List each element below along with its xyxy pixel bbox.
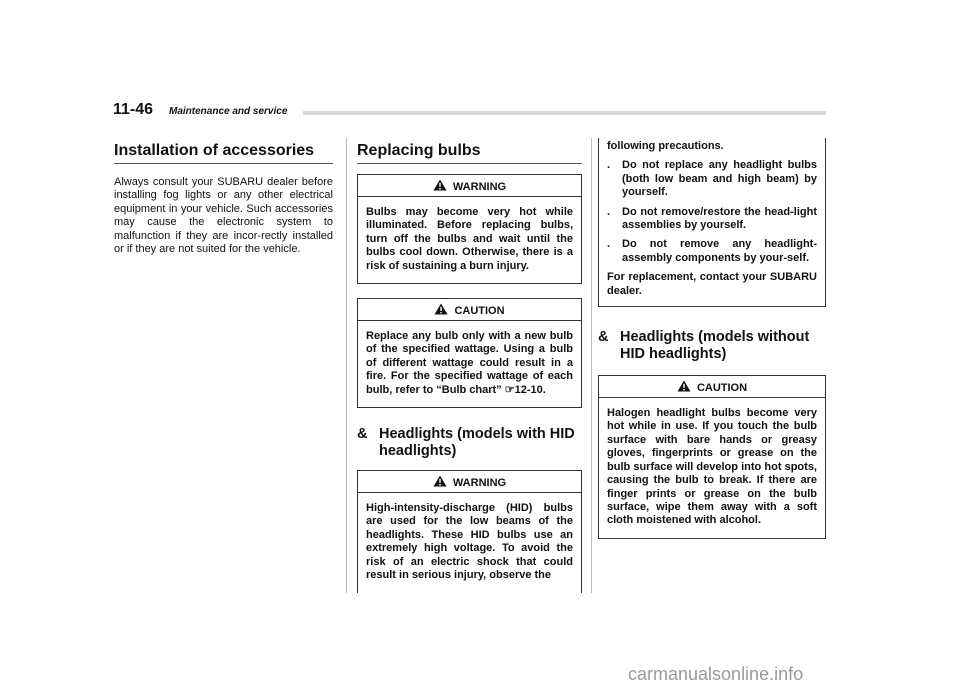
page-number: 11-46 [113, 101, 154, 118]
warning-box [357, 174, 582, 284]
caution-triangle-icon [677, 380, 691, 392]
column-divider [346, 138, 347, 593]
warning-triangle-icon [433, 475, 447, 487]
caution-header [599, 376, 825, 398]
caution-box [357, 298, 582, 408]
precaution-text: Do not remove/restore the head-light assemblies by yourself. [622, 205, 817, 232]
page-header [113, 98, 826, 122]
bullet-marker: . [607, 238, 611, 251]
precaution-text: Do not replace any headlight bulbs (both low beam and high beam) by yourself. [622, 159, 817, 199]
warning-header [358, 175, 581, 197]
bullet-marker: . [607, 205, 611, 218]
caution-triangle-icon [434, 303, 448, 315]
warning-continued-box [598, 138, 826, 307]
caution-text: Replace any bulb only with a new bulb of the specified wattage. Using a bulb of different wattage could result in a fire. For the specified wattage of each bulb, refer to “Bulb chart” ☞12-10. [366, 330, 573, 396]
precaution-item [607, 159, 817, 199]
watermark: carmanualsonline.info [628, 664, 804, 684]
warning-header [358, 471, 581, 493]
caution-label: CAUTION [454, 305, 505, 318]
precaution-item [607, 238, 817, 265]
right-column [598, 138, 826, 539]
warning-label: WARNING [452, 181, 507, 193]
caution-box-halogen [598, 375, 826, 539]
subheading-non-hid-headlights [598, 329, 826, 363]
bullet-marker: . [607, 159, 611, 172]
middle-column [357, 138, 582, 593]
accessories-paragraph: Always consult your SUBARU dealer before installing fog lights or any other electrical equipment in your vehicle. Such accessories may cause the electronic system to malfunction if they are incor-rectly installed or if they are not suited for the vehicle. [114, 176, 333, 256]
warning-text: Bulbs may become very hot while illuminated. Before replacing bulbs, turn off the bulbs and wait until the bulbs cool down. Otherwise, there is a risk of sustaining a burn injury. [366, 206, 573, 272]
subheading-text: Headlights (models with HID headlights) [379, 426, 575, 460]
caution-text-halogen: Halogen headlight bulbs become very hot while in use. If you touch the bulb surface with bare hands or greasy gloves, fingerprints or grease on the bulb surface will develop into hot spots, causing the bulb to break. If there are finger prints or grease on the bulb surface, wipe them away with a soft cloth moistened with alcohol. [607, 407, 817, 527]
warning-text-hid: High-intensity-discharge (HID) bulbs are used for the low beams of the headlights. These HID bulbs use an extremely high voltage. To avoid the risk of an electric shock that could result in serious injury, observe the [366, 502, 573, 582]
column-divider [591, 138, 592, 593]
subheading-marker: & [357, 426, 368, 443]
continued-intro: following precautions. [607, 140, 724, 152]
caution-header [358, 299, 581, 321]
precaution-text: Do not remove any headlight-assembly components by your-self. [622, 238, 817, 264]
subheading-hid-headlights [357, 426, 582, 460]
left-column [114, 138, 333, 256]
header-rule [303, 111, 826, 115]
warning-box-hid [357, 470, 582, 592]
subheading-marker: & [598, 329, 609, 346]
heading-replacing-bulbs: Replacing bulbs [357, 138, 582, 164]
contact-dealer-text: For replacement, contact your SUBARU dealer. [607, 271, 817, 297]
warning-triangle-icon [433, 179, 447, 191]
section-title: Maintenance and service [169, 106, 288, 117]
precaution-item [607, 206, 817, 233]
caution-label: CAUTION [696, 382, 748, 395]
heading-installation-accessories: Installation of accessories [114, 138, 333, 164]
subheading-text: Headlights (models without HID headlights) [620, 329, 810, 363]
warning-label: WARNING [452, 477, 507, 490]
